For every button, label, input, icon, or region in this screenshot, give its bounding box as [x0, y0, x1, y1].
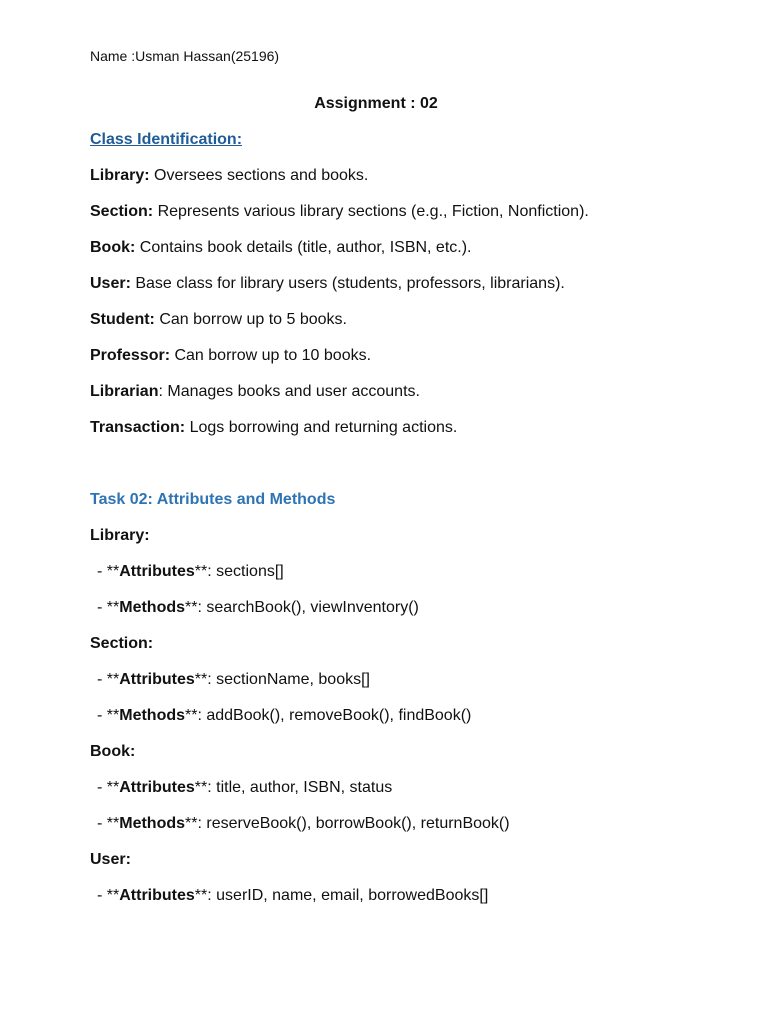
class-term: Library: — [90, 167, 150, 184]
class-identification-heading: Class Identification: — [90, 131, 243, 148]
bullet-suffix: ** — [185, 815, 198, 832]
task02-heading: Task 02: Attributes and Methods — [90, 491, 336, 508]
class-item-library — [90, 166, 368, 186]
class-description: Contains book details (title, author, ISBN, etc.). — [135, 239, 472, 256]
class-item-librarian — [90, 382, 420, 402]
class-item-section — [90, 202, 589, 222]
task-class-book-methods — [97, 814, 510, 834]
bullet-prefix: - ** — [97, 671, 120, 688]
bullet-suffix: ** — [194, 563, 208, 580]
bullet-suffix: ** — [185, 707, 198, 724]
bullet-suffix: ** — [194, 671, 208, 688]
task-class-section-name: Section: — [90, 635, 154, 652]
attributes-label: Attributes — [119, 887, 195, 904]
class-term: Book: — [90, 239, 136, 256]
bullet-prefix: - ** — [97, 887, 120, 904]
class-item-student — [90, 310, 347, 330]
bullet-suffix: ** — [194, 887, 208, 904]
class-term: Transaction: — [90, 419, 186, 436]
task-class-library-attributes — [97, 562, 284, 582]
task-class-book-name: Book: — [90, 743, 136, 760]
class-term: User: — [90, 275, 131, 292]
bullet-prefix: - ** — [97, 779, 120, 796]
class-term: Student: — [90, 311, 155, 328]
class-description: : Manages books and user accounts. — [158, 383, 420, 400]
attributes-value: : title, author, ISBN, status — [207, 779, 393, 796]
class-term: Professor: — [90, 347, 171, 364]
attributes-value: : sections[] — [207, 563, 284, 580]
bullet-suffix: ** — [185, 599, 198, 616]
class-term: Section: — [90, 203, 154, 220]
attributes-label: Attributes — [119, 563, 195, 580]
bullet-prefix: - ** — [97, 599, 120, 616]
class-item-book — [90, 238, 472, 258]
attributes-value: : sectionName, books[] — [207, 671, 370, 688]
methods-label: Methods — [119, 599, 186, 616]
task-class-section-methods — [97, 706, 471, 726]
class-item-professor — [90, 346, 371, 366]
class-description: Logs borrowing and returning actions. — [185, 419, 458, 436]
methods-label: Methods — [119, 815, 186, 832]
methods-value: : addBook(), removeBook(), findBook() — [197, 707, 472, 724]
task-class-section-attributes — [97, 670, 370, 690]
class-description: Oversees sections and books. — [149, 167, 369, 184]
student-name-line: Name :Usman Hassan(25196) — [90, 48, 280, 64]
task-class-user-name: User: — [90, 851, 131, 868]
attributes-label: Attributes — [119, 671, 195, 688]
task-class-user-attributes — [97, 886, 488, 906]
methods-label: Methods — [119, 707, 186, 724]
class-description: Represents various library sections (e.g., Fiction, Nonfiction). — [153, 203, 589, 220]
bullet-prefix: - ** — [97, 815, 120, 832]
class-description: Can borrow up to 5 books. — [154, 311, 347, 328]
class-description: Can borrow up to 10 books. — [170, 347, 372, 364]
task-class-library-name: Library: — [90, 527, 150, 544]
methods-value: : searchBook(), viewInventory() — [197, 599, 419, 616]
bullet-suffix: ** — [194, 779, 208, 796]
task-class-book-attributes — [97, 778, 392, 798]
attributes-label: Attributes — [119, 779, 195, 796]
class-item-transaction — [90, 418, 457, 438]
bullet-prefix: - ** — [97, 707, 120, 724]
class-item-user — [90, 274, 565, 294]
bullet-prefix: - ** — [97, 563, 120, 580]
methods-value: : reserveBook(), borrowBook(), returnBook() — [197, 815, 510, 832]
assignment-title: Assignment : 02 — [314, 95, 438, 112]
task-class-library-methods — [97, 598, 419, 618]
class-description: Base class for library users (students, professors, librarians). — [130, 275, 565, 292]
class-term: Librarian — [90, 383, 159, 400]
attributes-value: : userID, name, email, borrowedBooks[] — [207, 887, 489, 904]
